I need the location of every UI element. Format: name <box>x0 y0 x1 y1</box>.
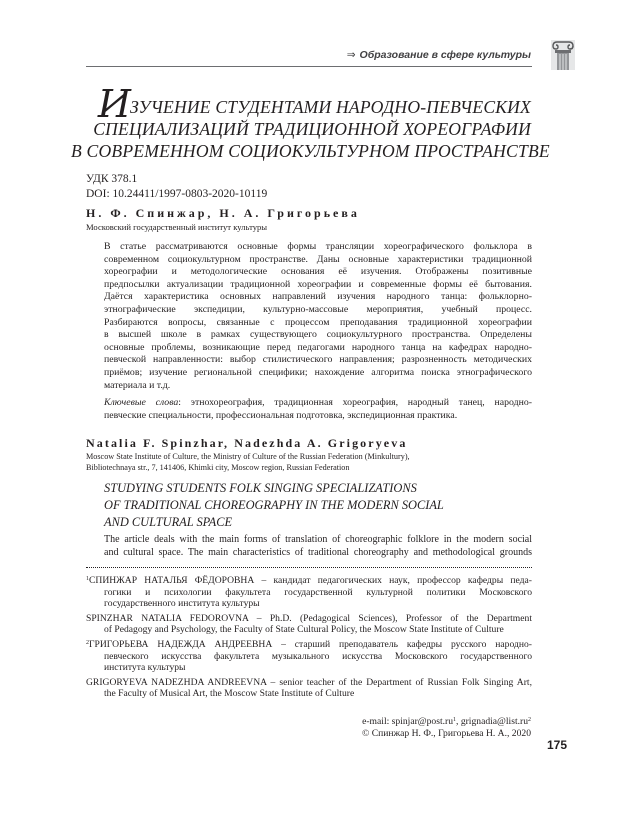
header-rule <box>86 66 532 67</box>
footnote-1-ru <box>86 575 532 610</box>
abstract-ru-line: В статье рассматриваются основные формы трансляции хореографического фольклора в <box>104 241 532 252</box>
footnote-line <box>86 575 532 587</box>
footnote-text: ГРИГОРЬЕВА НАДЕЖДА АНДРЕЕВНА – старший преподаватель кафедры русского народно- <box>89 638 532 650</box>
udk-code: УДК 378.1 <box>86 173 138 185</box>
abstract-ru <box>104 241 532 392</box>
title-en-line: OF TRADITIONAL CHOREOGRAPHY IN THE MODERN SOCIAL <box>104 498 444 512</box>
abstract-ru-line: Разбираются вопросы, связанные с процессом преподавания традиционной хореографии <box>104 316 532 328</box>
author-footnotes <box>86 575 532 703</box>
abstract-ru-line: хореографии и методологические основания её изучения. Отображены позитивные <box>104 266 532 278</box>
email-mark-1: 1 <box>453 717 457 723</box>
affiliation-en-line: Bibliotechnaya str., 7, 141406, Khimki city, Moscow region, Russian Federation <box>86 462 350 472</box>
footnote-2-ru <box>86 639 532 674</box>
rubric-label: Образование в сфере культуры <box>359 49 531 61</box>
footnote-line: SPINZHAR NATALIA FEDOROVNA – Ph.D. (Pedagogical Sciences), Professor of the Department <box>86 612 532 624</box>
footnote-1-en <box>86 613 532 636</box>
title-line-2: СПЕЦИАЛИЗАЦИЙ ТРАДИЦИОННОЙ ХОРЕОГРАФИИ <box>93 119 531 139</box>
abstract-ru-line: предпосылки актуализации традиционной хореографии и современные формы её бытования. <box>104 278 532 290</box>
abstract-ru-line: Даётся характеристика основных направлений изучения народного танца: фольклорно- <box>104 291 532 303</box>
footnote-line: гогики и психологии факультета государственной культурной политики Московского <box>104 586 532 598</box>
footnote-separator <box>86 567 532 568</box>
email-2: , grignadia@list.ru <box>456 716 528 727</box>
contact-block <box>362 716 531 740</box>
keywords-list-1: : этнохореография, традиционная хореография, народный танец, народно- <box>178 397 532 408</box>
title-en-line: STUDYING STUDENTS FOLK SINGING SPECIALIZATIONS <box>104 481 417 495</box>
footnote-mark: 2 <box>86 639 89 646</box>
page-header <box>0 0 617 80</box>
affiliation-en <box>86 452 410 473</box>
abstract-ru-line: современном социокультурном пространстве. Даны основные характеристики традиционной <box>104 253 532 265</box>
title-dropcap: И <box>97 82 131 126</box>
abstract-ru-line: этнографические экспедиции, культурно-массовые мероприятия, учебный процесс. <box>104 303 532 315</box>
abstract-ru-line: основные проблемы, возникающие перед педагогами народного танца на кафедрах народно- <box>104 341 532 353</box>
title-en-line: AND CULTURAL SPACE <box>104 515 233 529</box>
article-title-ru <box>71 82 550 162</box>
abstract-en <box>104 533 532 559</box>
keywords-label: Ключевые слова <box>104 397 179 408</box>
abstract-ru-line: материала и т.д. <box>104 379 171 391</box>
section-rubric <box>347 49 531 61</box>
email-line <box>362 716 531 728</box>
footnote-line: певческого искусства факультета музыкального искусства Московского государственного <box>104 650 532 662</box>
title-line-3: В СОВРЕМЕННОМ СОЦИОКУЛЬТУРНОМ ПРОСТРАНСТВЕ <box>71 141 550 161</box>
footnote-line: GRIGORYEVA NADEZHDA ANDREEVNA – senior teacher of the Department of Russian Folk Singing Art, <box>86 676 532 688</box>
footnote-line: the Faculty of Musical Art, the Moscow State Institute of Culture <box>104 688 355 700</box>
footnote-line: государственного института культуры <box>104 598 260 610</box>
page-number: 175 <box>546 738 567 752</box>
keywords-line-2: певческие специальности, профессиональная подготовка, экспедиционная практика. <box>104 409 458 421</box>
column-capital-icon <box>551 40 575 70</box>
footnote-text: СПИНЖАР НАТАЛЬЯ ФЁДОРОВНА – кандидат педагогических наук, профессор кафедры педа- <box>89 575 532 586</box>
affiliation-en-line: Moscow State Institute of Culture, the Ministry of Culture of the Russian Federation (Minkultury), <box>86 452 410 461</box>
affiliation-ru: Московский государственный институт культуры <box>86 222 268 232</box>
footnote-line <box>86 639 532 651</box>
footnote-line: института культуры <box>104 662 186 674</box>
email-1: e-mail: spinjar@post.ru <box>362 716 454 727</box>
copyright: © Спинжар Н. Ф., Григорьева Н. А., 2020 <box>362 728 531 739</box>
email-mark-2: 2 <box>528 717 531 723</box>
article-title-en <box>104 480 444 531</box>
keywords-line-1 <box>104 397 532 410</box>
authors-en: Natalia F. Spinzhar, Nadezhda A. Grigoryeva <box>86 436 408 450</box>
authors-ru: Н. Ф. Спинжар, Н. А. Григорьева <box>86 206 360 220</box>
abstract-ru-line: певческой направленности: выбор стилистического направления; разрозненность методических <box>104 354 532 366</box>
keywords-ru <box>104 397 532 422</box>
footnote-line: of Pedagogy and Psychology, the Faculty of State Cultural Policy, the Moscow State Institute of Culture <box>104 624 504 636</box>
abstract-ru-line: в высшей школе в рамках существующего социокультурного пространства. Определены <box>104 329 532 341</box>
footnote-mark: 1 <box>86 576 89 582</box>
footnote-2-en <box>86 677 532 700</box>
abstract-ru-line: приёмов; изучение региональной специфики; нахождение алгоритма поиска этнографического <box>104 366 532 378</box>
title-line-1-text: ЗУЧЕНИЕ СТУДЕНТАМИ НАРОДНО-ПЕВЧЕСКИХ <box>129 97 531 117</box>
abstract-en-line: and cultural space. The main characteristics of traditional choreography and methodological grounds <box>104 547 532 559</box>
rubric-arrow-icon: ⇒ <box>346 49 356 61</box>
abstract-en-line: The article deals with the main forms of translation of choreographic folklore in the modern social <box>104 534 532 545</box>
title-line-1 <box>71 82 531 126</box>
doi-code: DOI: 10.24411/1997-0803-2020-10119 <box>86 188 268 200</box>
